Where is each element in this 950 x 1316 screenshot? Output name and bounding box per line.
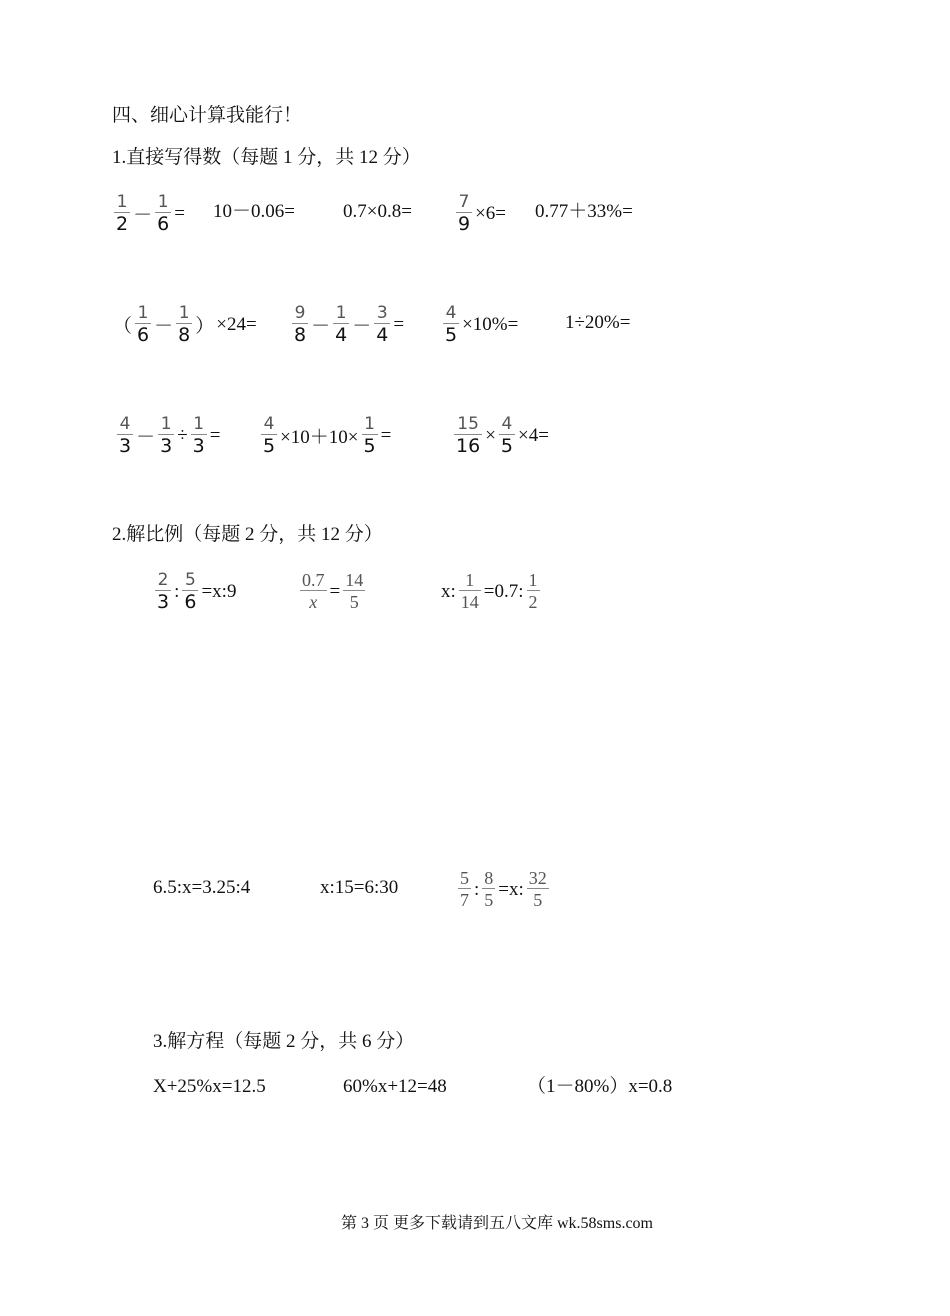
fraction: $\frac{0.7}{x}$ [302, 570, 325, 612]
fraction: $\frac{15}{16}$ [456, 414, 481, 457]
p1-r2-expr4: 1÷20%= [565, 312, 631, 333]
fraction: $\frac{4}{3}$ [119, 414, 132, 457]
p1-r2-expr2: $\frac{9}{8}$ － $\frac{1}{4}$ － $\frac{3}{4}$ = [294, 303, 405, 346]
fraction: $\frac{4}{5}$ [263, 414, 276, 457]
p1-r3-expr1: $\frac{4}{3}$ － $\frac{1}{3}$ ÷ $\frac{1}{3}$ = [119, 414, 221, 457]
fraction: $\frac{8}{5}$ [484, 868, 494, 910]
p2-r1-expr2: $\frac{0.7}{x}$ = $\frac{14}{5}$ [302, 570, 364, 612]
fraction: $\frac{32}{5}$ [528, 868, 547, 910]
p2-r2-expr2: x:15=6:30 [320, 877, 399, 898]
page-footer: 第 3 页 更多下载请到五八文库 wk.58sms.com [341, 1215, 654, 1232]
fraction: $\frac{1}{2}$ [116, 192, 129, 235]
p2-r1-expr3: x: $\frac{1}{14}$ =0.7: $\frac{1}{2}$ [441, 570, 538, 612]
section-title: 四、细心计算我能行！ [112, 105, 303, 126]
fraction: $\frac{4}{5}$ [500, 414, 513, 457]
part1-title: 1.直接写得数（每题 1 分，共 12 分） [112, 147, 421, 168]
p3-expr1: X+25%x=12.5 [153, 1076, 266, 1097]
p1-r1-expr2: 10－0.06= [213, 201, 295, 222]
fraction: $\frac{1}{6}$ [137, 303, 150, 346]
p3-expr2: 60%x+12=48 [343, 1076, 447, 1097]
fraction: $\frac{14}{5}$ [345, 570, 364, 612]
p1-r1-expr1: $\frac{1}{2}$ － $\frac{1}{6}$ = [116, 192, 185, 235]
fraction: $\frac{3}{4}$ [376, 303, 389, 346]
fraction: $\frac{1}{14}$ [460, 570, 479, 612]
fraction: $\frac{5}{6}$ [184, 570, 197, 613]
fraction: $\frac{7}{9}$ [458, 192, 471, 235]
p1-r1-expr4: $\frac{7}{9}$ ×6= [458, 192, 507, 235]
fraction: $\frac{1}{6}$ [157, 192, 170, 235]
p2-r2-expr1: 6.5:x=3.25:4 [153, 877, 251, 898]
p3-expr3: （1－80%）x=0.8 [527, 1076, 673, 1097]
fraction: $\frac{1}{8}$ [178, 303, 191, 346]
p1-r3-expr2: $\frac{4}{5}$ ×10＋10× $\frac{1}{5}$ = [263, 414, 392, 457]
p1-r1-expr3: 0.7×0.8= [343, 201, 412, 222]
part3-title: 3.解方程（每题 2 分，共 6 分） [153, 1031, 415, 1052]
fraction: $\frac{1}{5}$ [363, 414, 376, 457]
fraction: $\frac{2}{3}$ [157, 570, 170, 613]
fraction: $\frac{1}{2}$ [528, 570, 538, 612]
fraction: $\frac{4}{5}$ [445, 303, 458, 346]
p2-r1-expr1: $\frac{2}{3}$ : $\frac{5}{6}$ =x:9 [157, 570, 237, 613]
part2-title: 2.解比例（每题 2 分，共 12 分） [112, 524, 383, 545]
p1-r3-expr3: $\frac{15}{16}$ × $\frac{4}{5}$ ×4= [456, 414, 549, 457]
fraction: $\frac{1}{4}$ [335, 303, 348, 346]
p2-r2-expr3: $\frac{5}{7}$ : $\frac{8}{5}$ =x: $\frac{32}{5}$ [460, 868, 547, 910]
p1-r1-expr5: 0.77＋33%= [535, 201, 633, 222]
fraction: $\frac{1}{3}$ [192, 414, 205, 457]
p1-r2-expr1: （ $\frac{1}{6}$ － $\frac{1}{8}$ ） ×24= [113, 303, 257, 346]
fraction: $\frac{1}{3}$ [160, 414, 173, 457]
fraction: $\frac{9}{8}$ [294, 303, 307, 346]
p1-r2-expr3: $\frac{4}{5}$ ×10%= [445, 303, 519, 346]
fraction: $\frac{5}{7}$ [460, 868, 469, 910]
